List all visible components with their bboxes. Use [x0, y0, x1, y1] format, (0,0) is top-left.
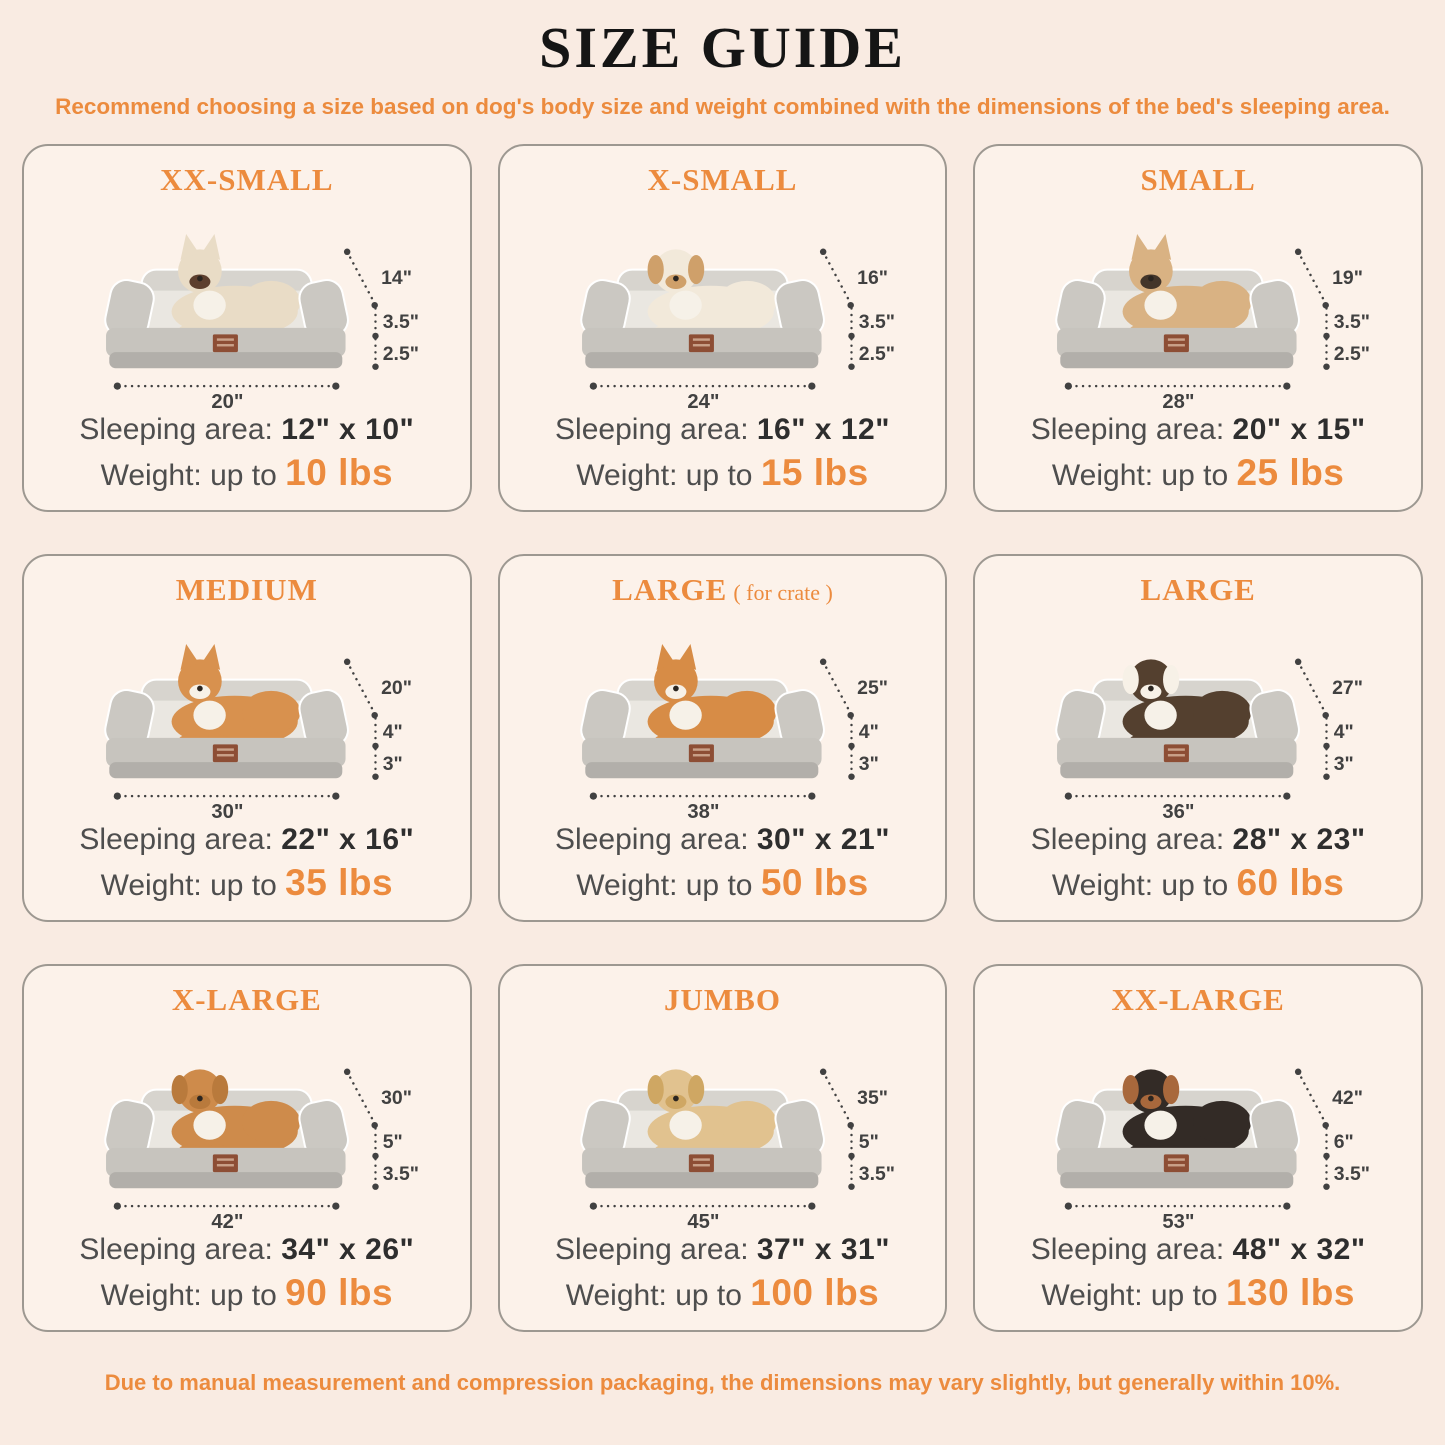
nose [1148, 1095, 1154, 1101]
weight-line [34, 1270, 460, 1316]
size-name: JUMBO [664, 981, 781, 1017]
brand-label-line [1168, 344, 1185, 346]
weight-label: Weight: up to [100, 868, 277, 902]
callout-dot [1323, 302, 1329, 308]
bed-illustration [1054, 234, 1303, 368]
nose [673, 275, 679, 281]
width-line-right-dot [332, 382, 339, 389]
size-name: XX-LARGE [1111, 981, 1285, 1017]
chest-patch [669, 1110, 701, 1139]
bed-illustration [102, 234, 351, 368]
size-card [22, 144, 472, 512]
dim-length-label: 20" [381, 676, 412, 699]
sleeping-area-value: 48" x 32" [1232, 1232, 1366, 1266]
weight-value: 50 lbs [760, 861, 869, 903]
dim-length-label: 42" [1332, 1086, 1364, 1109]
base-bottom [109, 352, 342, 368]
brand-label [689, 744, 714, 762]
length-callout-line [347, 662, 374, 712]
chest-patch [669, 290, 701, 319]
dog-bed-figure [510, 610, 936, 822]
width-line-right-dot [332, 792, 339, 799]
width-line-right-dot [332, 1202, 339, 1209]
nose [1148, 275, 1154, 281]
size-card-header [34, 160, 460, 200]
weight-line [34, 860, 460, 906]
dim-length-label: 27" [1332, 676, 1364, 699]
dim-length-label: 35" [856, 1086, 888, 1109]
callout-dot [848, 1183, 854, 1189]
sleeping-area-value: 37" x 31" [756, 1232, 890, 1266]
brand-label [1164, 744, 1189, 762]
size-card [498, 144, 948, 512]
labrador-illustration [647, 1069, 776, 1157]
width-line-right-dot [808, 1202, 815, 1209]
weight-value: 60 lbs [1236, 861, 1345, 903]
size-card-header [985, 570, 1411, 610]
weight-value: 25 lbs [1236, 451, 1345, 493]
brand-label-line [693, 1164, 710, 1166]
shih-tzu-illustration [647, 249, 776, 337]
sleeping-area-label: Sleeping area: [1030, 1232, 1225, 1266]
size-name: MEDIUM [175, 571, 318, 607]
length-callout-line [1298, 1072, 1325, 1122]
base-bottom [1061, 352, 1294, 368]
size-card [973, 554, 1423, 922]
nose [197, 685, 203, 691]
dim-bolster-height-label: 3.5" [858, 310, 895, 333]
weight-line [985, 860, 1411, 906]
dog-bed-figure [34, 610, 460, 822]
size-card [22, 964, 472, 1332]
width-line-left-dot [114, 382, 121, 389]
brand-label [213, 334, 238, 352]
sleeping-area-label: Sleeping area: [555, 412, 749, 446]
callout-dot [848, 363, 854, 369]
brand-label [689, 1154, 714, 1172]
dim-width-label: 20" [211, 390, 244, 412]
chest-patch [193, 290, 225, 319]
length-callout-line [1298, 662, 1325, 712]
size-card-header [510, 570, 936, 610]
nose [197, 275, 203, 281]
brand-label-line [1168, 1164, 1185, 1166]
base-bottom [585, 1172, 818, 1188]
dog-bed-figure [510, 200, 936, 412]
chest-patch [1145, 700, 1177, 729]
rottweiler-illustration [1123, 1069, 1252, 1157]
sleeping-area-line [34, 1232, 460, 1268]
dim-width-label: 53" [1162, 1210, 1195, 1232]
base-bottom [585, 762, 818, 778]
weight-line [985, 450, 1411, 496]
weight-label: Weight: up to [100, 458, 277, 492]
brand-label [1164, 334, 1189, 352]
dim-width-label: 42" [211, 1210, 244, 1232]
weight-line [510, 860, 936, 906]
dim-width-label: 38" [687, 800, 720, 822]
weight-value: 15 lbs [760, 451, 869, 493]
base-bottom [585, 352, 818, 368]
width-line-left-dot [589, 1202, 596, 1209]
brand-label-line [217, 344, 234, 346]
width-line-right-dot [1284, 792, 1291, 799]
length-callout-line [823, 252, 850, 302]
dim-width-label: 28" [1162, 390, 1195, 412]
size-name: X-SMALL [647, 161, 798, 197]
size-card-header [985, 980, 1411, 1020]
size-card [498, 554, 948, 922]
sleeping-area-label: Sleeping area: [79, 822, 273, 856]
callout-dot [371, 712, 377, 718]
callout-dot [848, 773, 854, 779]
weight-value: 90 lbs [285, 1271, 394, 1313]
size-card-header [510, 160, 936, 200]
size-card [22, 554, 472, 922]
brand-label [689, 334, 714, 352]
length-callout-line [347, 1072, 374, 1122]
width-line-left-dot [1065, 382, 1072, 389]
dim-bolster-height-label: 4" [382, 720, 403, 743]
length-callout-line [347, 252, 374, 302]
brand-label-line [1168, 754, 1185, 756]
sleeping-area-value: 30" x 21" [756, 822, 890, 856]
callout-dot [372, 1183, 378, 1189]
dim-length-label: 25" [856, 676, 888, 699]
page-title: SIZE GUIDE [539, 15, 906, 80]
width-line-right-dot [1284, 382, 1291, 389]
callout-dot [371, 302, 377, 308]
size-card-header [510, 980, 936, 1020]
bed-illustration [102, 644, 351, 778]
width-line-left-dot [1065, 792, 1072, 799]
dog-bed-figure [510, 1020, 936, 1232]
brand-label [213, 1154, 238, 1172]
brand-label-line [693, 1158, 710, 1160]
nose [673, 685, 679, 691]
dim-bolster-height-label: 6" [1334, 1130, 1355, 1153]
size-card-header [34, 570, 460, 610]
brand-label-line [217, 754, 234, 756]
nose [673, 1095, 679, 1101]
dim-bolster-height-label: 5" [382, 1130, 403, 1153]
callout-dot [1324, 1183, 1330, 1189]
weight-value: 35 lbs [285, 861, 394, 903]
dim-width-label: 36" [1162, 800, 1195, 822]
size-name: LARGE [612, 571, 728, 607]
border-collie-illustration [1123, 659, 1252, 747]
dim-bolster-height-label: 4" [1334, 720, 1355, 743]
brand-label-line [693, 754, 710, 756]
weight-line [34, 450, 460, 496]
dim-base-height-label: 3.5" [382, 1163, 419, 1186]
dim-width-label: 24" [687, 390, 720, 412]
dim-length-label: 16" [856, 266, 888, 289]
sleeping-area-line [510, 1232, 936, 1268]
callout-dot [1323, 1122, 1329, 1128]
dim-width-label: 45" [687, 1210, 720, 1232]
width-line-left-dot [114, 1202, 121, 1209]
dim-base-height-label: 3" [382, 753, 403, 776]
sleeping-area-value: 16" x 12" [756, 412, 890, 446]
size-name-note: ( for crate ) [733, 579, 833, 605]
base-bottom [109, 762, 342, 778]
bed-illustration [578, 249, 827, 368]
sleeping-area-value: 20" x 15" [1232, 412, 1366, 446]
size-name: SMALL [1140, 161, 1256, 197]
callout-dot [1323, 712, 1329, 718]
length-callout-line [1298, 252, 1325, 302]
dim-bolster-height-label: 3.5" [1334, 310, 1371, 333]
dim-length-label: 19" [1332, 266, 1364, 289]
dog-bed-figure [985, 610, 1411, 822]
brand-label-line [217, 1158, 234, 1160]
width-line-right-dot [808, 382, 815, 389]
size-name: XX-SMALL [160, 161, 334, 197]
sleeping-area-line [985, 412, 1411, 448]
base-bottom [109, 1172, 342, 1188]
sleeping-area-value: 34" x 26" [281, 1232, 415, 1266]
callout-dot [372, 773, 378, 779]
brand-label-line [217, 338, 234, 340]
dog-bed-figure [34, 200, 460, 412]
sleeping-area-line [510, 412, 936, 448]
width-line-right-dot [808, 792, 815, 799]
size-cards-grid [22, 144, 1423, 1332]
width-line-left-dot [114, 792, 121, 799]
brand-label-line [1168, 338, 1185, 340]
sleeping-area-value: 22" x 16" [281, 822, 415, 856]
bed-illustration [1054, 659, 1303, 778]
width-line-right-dot [1284, 1202, 1291, 1209]
callout-dot [1324, 773, 1330, 779]
base-bottom [1061, 1172, 1294, 1188]
size-card-header [34, 980, 460, 1020]
dim-bolster-height-label: 4" [858, 720, 879, 743]
chest-patch [193, 700, 225, 729]
dim-base-height-label: 2.5" [382, 343, 419, 366]
dim-width-label: 30" [211, 800, 244, 822]
brand-label-line [1168, 748, 1185, 750]
bed-illustration [578, 644, 827, 778]
callout-dot [372, 363, 378, 369]
weight-label: Weight: up to [1041, 1278, 1218, 1312]
callout-dot [371, 1122, 377, 1128]
sleeping-area-line [34, 412, 460, 448]
weight-label: Weight: up to [100, 1278, 277, 1312]
dog-bed-figure [985, 1020, 1411, 1232]
dim-base-height-label: 2.5" [1334, 343, 1371, 366]
size-name: LARGE [1140, 571, 1256, 607]
bed-illustration [102, 1069, 351, 1188]
page-footnote: Due to manual measurement and compression packaging, the dimensions may vary slightly, but generally within 10%. [104, 1369, 1341, 1395]
sleeping-area-line [985, 822, 1411, 858]
bed-illustration [1054, 1069, 1303, 1188]
size-card-header [985, 160, 1411, 200]
dim-base-height-label: 3" [858, 753, 879, 776]
dog-bed-figure [34, 1020, 460, 1232]
sleeping-area-line [985, 1232, 1411, 1268]
sleeping-area-line [34, 822, 460, 858]
brand-label-line [693, 748, 710, 750]
sleeping-area-label: Sleeping area: [79, 1232, 273, 1266]
size-name: X-LARGE [171, 981, 322, 1017]
callout-dot [847, 712, 853, 718]
callout-dot [847, 302, 853, 308]
weight-value: 100 lbs [750, 1271, 880, 1313]
weight-label: Weight: up to [576, 868, 753, 902]
length-callout-line [823, 662, 850, 712]
dim-base-height-label: 3" [1334, 753, 1355, 776]
nose [197, 1095, 203, 1101]
brand-label [1164, 1154, 1189, 1172]
dog-bed-figure [985, 200, 1411, 412]
dim-length-label: 30" [381, 1086, 412, 1109]
brand-label [213, 744, 238, 762]
brand-label-line [217, 1164, 234, 1166]
weight-label: Weight: up to [576, 458, 753, 492]
chest-patch [1145, 290, 1177, 319]
sleeping-area-label: Sleeping area: [555, 1232, 749, 1266]
base-bottom [1061, 762, 1294, 778]
weight-label: Weight: up to [1051, 868, 1229, 902]
weight-line [985, 1270, 1411, 1316]
sleeping-area-line [510, 822, 936, 858]
sleeping-area-value: 28" x 23" [1232, 822, 1366, 856]
brand-label-line [693, 344, 710, 346]
sleeping-area-label: Sleeping area: [555, 822, 749, 856]
weight-label: Weight: up to [565, 1278, 742, 1312]
chest-patch [193, 1110, 225, 1139]
dim-length-label: 14" [381, 266, 412, 289]
brand-label-line [1168, 1158, 1185, 1160]
width-line-left-dot [589, 382, 596, 389]
brand-label-line [693, 338, 710, 340]
chest-patch [1145, 1110, 1177, 1139]
chest-patch [669, 700, 701, 729]
size-card [973, 964, 1423, 1332]
nose [1148, 685, 1154, 691]
sleeping-area-label: Sleeping area: [79, 412, 273, 446]
width-line-left-dot [1065, 1202, 1072, 1209]
sleeping-area-value: 12" x 10" [281, 412, 415, 446]
weight-line [510, 450, 936, 496]
size-card [498, 964, 948, 1332]
page-subtitle: Recommend choosing a size based on dog's body size and weight combined with the dimensions of the bed's sleeping area. [55, 93, 1390, 119]
golden-retriever-illustration [172, 1069, 301, 1157]
weight-label: Weight: up to [1051, 458, 1229, 492]
length-callout-line [823, 1072, 850, 1122]
dim-bolster-height-label: 3.5" [382, 310, 419, 333]
sleeping-area-label: Sleeping area: [1030, 412, 1225, 446]
weight-value: 130 lbs [1225, 1271, 1355, 1313]
size-card [973, 144, 1423, 512]
brand-label-line [217, 748, 234, 750]
dim-bolster-height-label: 5" [858, 1130, 879, 1153]
dim-base-height-label: 3.5" [858, 1163, 895, 1186]
weight-line [510, 1270, 936, 1316]
dim-base-height-label: 3.5" [1334, 1163, 1371, 1186]
weight-value: 10 lbs [285, 451, 394, 493]
sleeping-area-label: Sleeping area: [1030, 822, 1225, 856]
width-line-left-dot [589, 792, 596, 799]
dim-base-height-label: 2.5" [858, 343, 895, 366]
bed-illustration [578, 1069, 827, 1188]
callout-dot [847, 1122, 853, 1128]
callout-dot [1324, 363, 1330, 369]
